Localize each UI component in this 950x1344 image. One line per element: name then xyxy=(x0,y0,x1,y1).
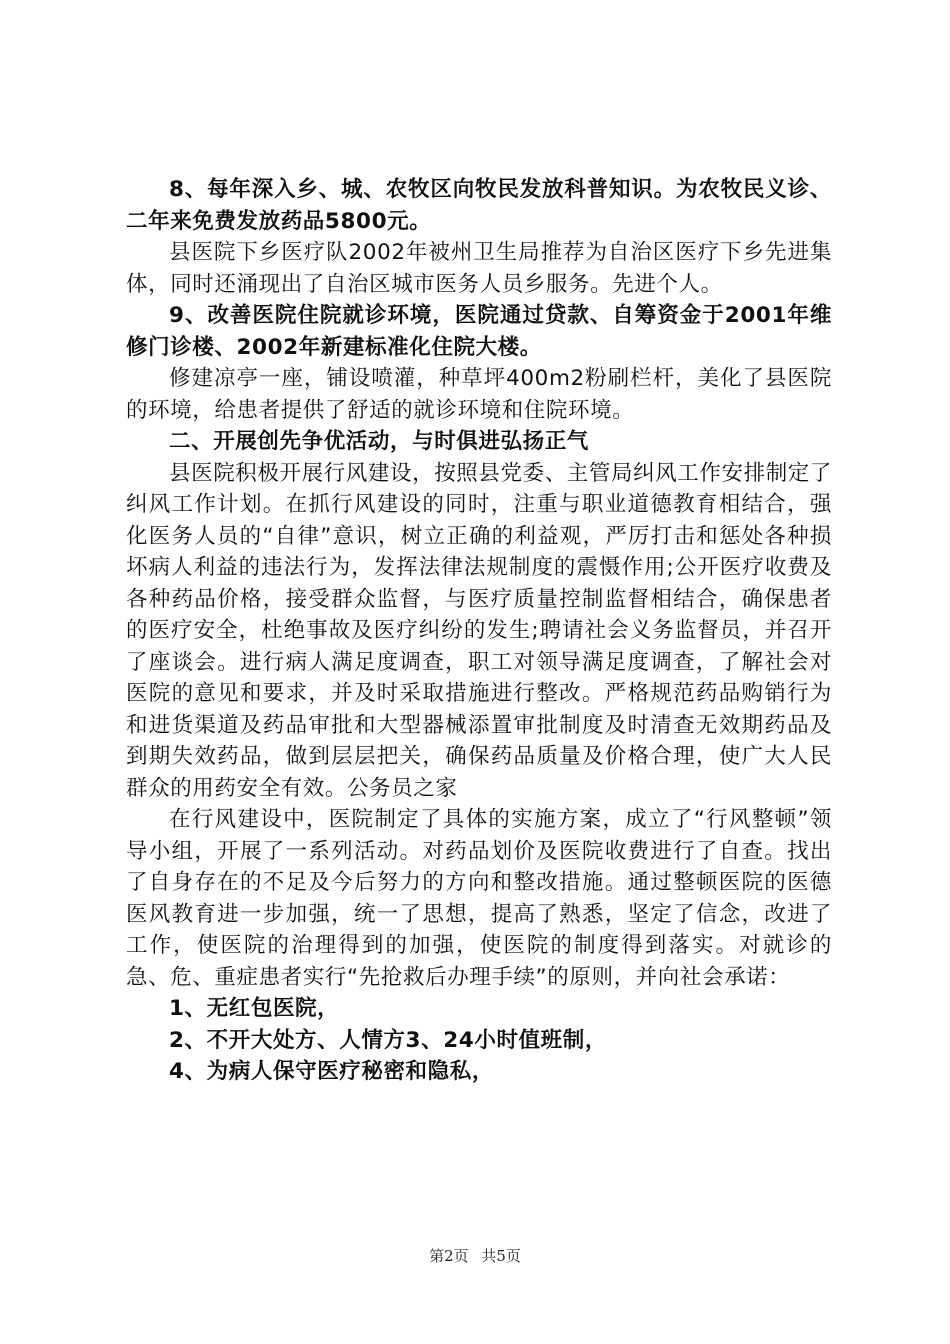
commitment-item-2-3: 2、不开大处方、人情方3、24小时值班制， xyxy=(169,1027,607,1053)
commitment-item-1: 1、无红包医院， xyxy=(169,996,340,1021)
document-body xyxy=(126,174,832,1088)
paragraph-environment: 修建凉亭一座，铺设喷灌，种草坪400m2粉刷栏杆，美化了县医院的环境，给患者提供了舒适的就诊环境和住院环境。 xyxy=(126,366,832,423)
section-heading-2: 二、开展创先争优活动，与时俱进弘扬正气 xyxy=(169,429,589,454)
paragraph-conduct: 县医院积极开展行风建设，按照县党委、主管局纠风工作安排制定了纠风工作计划。在抓行风建设的同时，注重与职业道德教育相结合，强化医务人员的“自律”意识，树立正确的利益观，严厉打击和惩处各种损坏病人利益的违法行为，发挥法律法规制度的震慑作用;公开医疗收费及各种药品价格，接受群众监督，与医疗质量控制监督相结合，确保患者的医疗安全，杜绝事故及医疗纠纷的发生;聘请社会义务监督员，并召开了座谈会。进行病人满足度调查，职工对领导满足度调查，了解社会对医院的意见和要求，并及时采取措施进行整改。严格规范药品购销行为和进货渠道及药品审批和大型器械添置审批制度及时清查无效期药品及到期失效药品，做到层层把关，确保药品质量及价格合理，使广大人民群众的用药安全有效。公务员之家 xyxy=(126,460,833,801)
page-number: 第2页 xyxy=(429,1247,469,1265)
page-footer xyxy=(0,1245,950,1266)
paragraph-medical-team: 县医院下乡医疗队2002年被州卫生局推荐为自治区医疗下乡先进集体，同时还涌现出了自治区城市医务人员乡服务。先进个人。 xyxy=(126,240,832,297)
page-total: 共5页 xyxy=(481,1247,521,1265)
paragraph-item-9: 9、改善医院住院就诊环境，医院通过贷款、自筹资金于2001年维修门诊楼、2002年新建标准化住院大楼。 xyxy=(126,303,832,360)
commitment-item-4: 4、为病人保守医疗秘密和隐私， xyxy=(169,1059,494,1084)
paragraph-rectification: 在行风建设中，医院制定了具体的实施方案，成立了“行风整顿”领导小组，开展了一系列活动。对药品划价及医院收费进行了自查。找出了自身存在的不足及今后努力的方向和整改措施。通过整顿医院的医德医风教育进一步加强，统一了思想，提高了熟悉，坚定了信念，改进了工作，使医院的治理得到的加强，使医院的制度得到落实。对就诊的急、危、重症患者实行“先抢救后办理手续”的原则，并向社会承诺： xyxy=(126,807,832,990)
paragraph-item-8: 8、每年深入乡、城、农牧区向牧民发放科普知识。为农牧民义诊、二年来免费发放药品5800元。 xyxy=(126,177,832,234)
